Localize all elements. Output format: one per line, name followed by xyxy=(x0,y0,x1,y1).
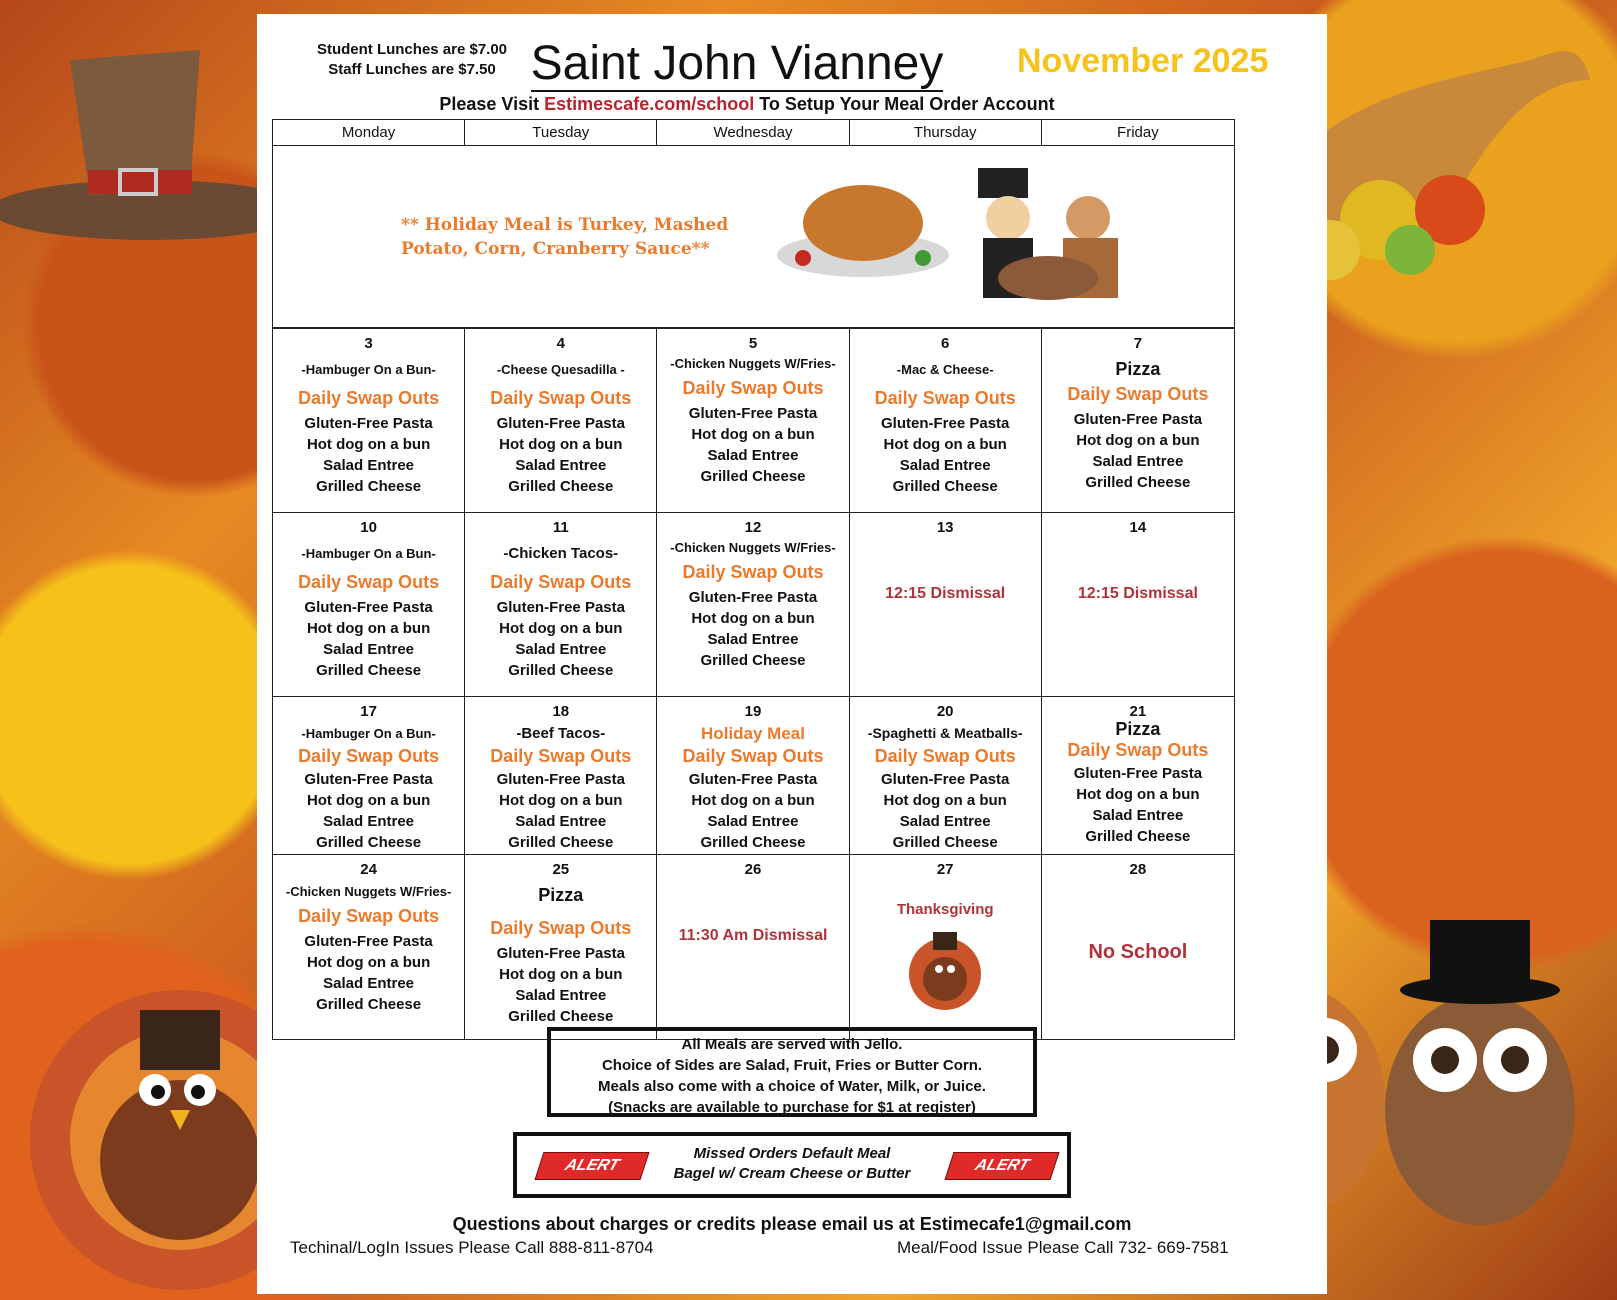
entree: -Chicken Nuggets W/Fries- xyxy=(670,540,836,555)
swap-options: Gluten-Free Pasta Hot dog on a bun Salad Entree Grilled Cheese xyxy=(1073,765,1203,845)
day-number: 18 xyxy=(552,703,570,720)
school-name: Saint John Vianney xyxy=(530,37,944,90)
swap-label: Daily Swap Outs xyxy=(1067,740,1209,760)
weekday-thursday: Thursday xyxy=(850,120,1042,146)
day-cell xyxy=(273,855,465,1039)
swap-options: Gluten-Free Pasta Hot dog on a bun Salad Entree Grilled Cheese xyxy=(688,771,818,851)
thanksgiving-turkey-icon xyxy=(895,924,995,1014)
lunch-prices xyxy=(302,40,522,80)
day-number: 14 xyxy=(1129,519,1147,536)
day-number: 25 xyxy=(552,861,570,878)
day-number: 28 xyxy=(1129,861,1147,878)
day-cell xyxy=(657,513,849,697)
swap-options: Gluten-Free Pasta Hot dog on a bun Salad Entree Grilled Cheese xyxy=(304,933,433,1013)
dismissal-note: 12:15 Dismissal xyxy=(1077,585,1198,602)
swap-label: Daily Swap Outs xyxy=(298,746,440,766)
day-cell xyxy=(1042,513,1234,697)
entree: -Mac & Cheese- xyxy=(896,362,994,377)
day-number: 24 xyxy=(360,861,377,878)
swap-options: Gluten-Free Pasta Hot dog on a bun Salad Entree Grilled Cheese xyxy=(688,589,818,669)
swap-label: Daily Swap Outs xyxy=(1067,384,1209,404)
day-number: 4 xyxy=(556,335,565,352)
questions-email: Questions about charges or credits please email us at Estimecafe1@gmail.com xyxy=(452,1214,1132,1234)
tech-support-phone: Techinal/LogIn Issues Please Call 888-811-8704 xyxy=(290,1238,654,1257)
alert-message: Missed Orders Default Meal Bagel w/ Cream Cheese or Butter xyxy=(673,1145,911,1182)
day-cell xyxy=(850,513,1042,697)
swap-label: Daily Swap Outs xyxy=(874,388,1016,408)
swap-label: Daily Swap Outs xyxy=(874,746,1016,766)
no-school-note: No School xyxy=(1088,941,1188,963)
day-cell xyxy=(465,513,657,697)
day-cell xyxy=(657,329,849,513)
day-number: 13 xyxy=(936,519,954,536)
day-number: 20 xyxy=(936,703,954,720)
swap-label: Daily Swap Outs xyxy=(490,746,632,766)
swap-label: Daily Swap Outs xyxy=(682,746,824,766)
swap-options: Gluten-Free Pasta Hot dog on a bun Salad Entree Grilled Cheese xyxy=(304,771,433,851)
roast-turkey-icon xyxy=(773,163,953,283)
day-cell xyxy=(850,855,1042,1039)
entree: -Hambuger On a Bun- xyxy=(301,362,436,377)
website-link[interactable]: Estimescafe.com/school xyxy=(544,94,755,114)
swap-options: Gluten-Free Pasta Hot dog on a bun Salad Entree Grilled Cheese xyxy=(496,771,625,851)
meal-issue-phone: Meal/Food Issue Please Call 732- 669-7581 xyxy=(897,1238,1229,1257)
day-cell xyxy=(465,329,657,513)
entree: -Spaghetti & Meatballs- xyxy=(867,725,1023,741)
swap-label: Daily Swap Outs xyxy=(490,918,632,938)
day-cell xyxy=(465,855,657,1039)
missed-orders-alert xyxy=(513,1132,1071,1198)
swap-label: Daily Swap Outs xyxy=(682,378,824,398)
holiday-banner xyxy=(273,143,1234,329)
day-number: 11 xyxy=(552,519,569,536)
alert-badge: ALERT xyxy=(534,1152,649,1180)
day-cell xyxy=(1042,329,1234,513)
day-cell xyxy=(273,329,465,513)
day-cell xyxy=(1042,697,1234,855)
day-cell xyxy=(657,855,849,1039)
week-row xyxy=(273,329,1234,513)
thanksgiving-note: Thanksgiving xyxy=(896,901,994,918)
weekday-tuesday: Tuesday xyxy=(465,120,657,146)
info-line: Meals also come with a choice of Water, Milk, or Juice. xyxy=(598,1078,986,1095)
swap-options: Gluten-Free Pasta Hot dog on a bun Salad Entree Grilled Cheese xyxy=(496,599,625,679)
swap-options: Gluten-Free Pasta Hot dog on a bun Salad Entree Grilled Cheese xyxy=(496,945,625,1025)
entree: -Chicken Nuggets W/Fries- xyxy=(285,884,452,899)
pilgrims-icon xyxy=(958,158,1138,308)
info-line: (Snacks are available to purchase for $1 at register) xyxy=(608,1099,976,1116)
entree: -Hambuger On a Bun- xyxy=(301,546,436,561)
visit-line: Please Visit Estimescafe.com/school To Setup Your Meal Order Account xyxy=(439,94,1055,114)
meal-info-box xyxy=(547,1027,1037,1117)
day-cell xyxy=(465,697,657,855)
dismissal-note: 11:30 Am Dismissal xyxy=(678,927,828,944)
day-cell xyxy=(657,697,849,855)
entree: -Hambuger On a Bun- xyxy=(301,726,436,741)
week-row xyxy=(273,855,1234,1039)
swap-label: Daily Swap Outs xyxy=(298,906,440,926)
menu-calendar xyxy=(272,119,1235,1040)
swap-label: Daily Swap Outs xyxy=(682,562,824,582)
week-row xyxy=(273,513,1234,697)
day-cell xyxy=(273,697,465,855)
dismissal-note: 12:15 Dismissal xyxy=(885,585,1006,602)
entree: -Chicken Tacos- xyxy=(503,545,619,562)
day-number: 26 xyxy=(744,861,762,878)
swap-label: Daily Swap Outs xyxy=(298,388,440,408)
weekday-wednesday: Wednesday xyxy=(657,120,849,146)
weekday-monday: Monday xyxy=(273,120,465,146)
entree: -Beef Tacos- xyxy=(516,725,606,742)
entree: -Chicken Nuggets W/Fries- xyxy=(670,356,836,371)
day-number: 21 xyxy=(1129,703,1147,720)
swap-options: Gluten-Free Pasta Hot dog on a bun Salad Entree Grilled Cheese xyxy=(496,415,625,495)
info-line: All Meals are served with Jello. xyxy=(681,1036,903,1053)
day-number: 6 xyxy=(941,335,950,352)
swap-options: Gluten-Free Pasta Hot dog on a bun Salad Entree Grilled Cheese xyxy=(1073,411,1203,491)
staff-price: Staff Lunches are $7.50 xyxy=(328,61,496,78)
day-cell xyxy=(850,697,1042,855)
day-number: 17 xyxy=(360,703,377,720)
student-price: Student Lunches are $7.00 xyxy=(316,41,508,58)
entree: Holiday Meal xyxy=(701,724,805,743)
day-number: 7 xyxy=(1133,335,1143,352)
swap-options: Gluten-Free Pasta Hot dog on a bun Salad Entree Grilled Cheese xyxy=(881,771,1010,851)
week-row xyxy=(273,697,1234,855)
day-cell xyxy=(850,329,1042,513)
entree: Pizza xyxy=(538,885,584,905)
menu-sheet xyxy=(257,14,1327,1294)
weekday-friday: Friday xyxy=(1042,120,1234,146)
day-number: 10 xyxy=(360,519,377,536)
weekday-header xyxy=(273,120,1234,143)
day-number: 5 xyxy=(748,335,758,352)
swap-options: Gluten-Free Pasta Hot dog on a bun Salad Entree Grilled Cheese xyxy=(304,599,433,679)
entree: Pizza xyxy=(1115,359,1161,379)
holiday-meal-text: ** Holiday Meal is Turkey, Mashed Potato, Corn, Cranberry Sauce** xyxy=(401,215,729,259)
month-title: November 2025 xyxy=(1017,42,1269,80)
swap-options: Gluten-Free Pasta Hot dog on a bun Salad Entree Grilled Cheese xyxy=(688,405,818,485)
swap-options: Gluten-Free Pasta Hot dog on a bun Salad Entree Grilled Cheese xyxy=(304,415,433,495)
alert-badge: ALERT xyxy=(944,1152,1059,1180)
swap-label: Daily Swap Outs xyxy=(298,572,440,592)
info-line: Choice of Sides are Salad, Fruit, Fries or Butter Corn. xyxy=(601,1057,983,1074)
entree: -Cheese Quesadilla - xyxy=(496,362,625,377)
swap-options: Gluten-Free Pasta Hot dog on a bun Salad Entree Grilled Cheese xyxy=(881,415,1010,495)
swap-label: Daily Swap Outs xyxy=(490,388,632,408)
entree: Pizza xyxy=(1115,719,1161,739)
day-number: 27 xyxy=(936,861,954,878)
swap-label: Daily Swap Outs xyxy=(490,572,632,592)
day-number: 3 xyxy=(364,335,373,352)
day-number: 19 xyxy=(744,703,762,720)
day-cell xyxy=(1042,855,1234,1039)
day-cell xyxy=(273,513,465,697)
day-number: 12 xyxy=(744,519,762,536)
